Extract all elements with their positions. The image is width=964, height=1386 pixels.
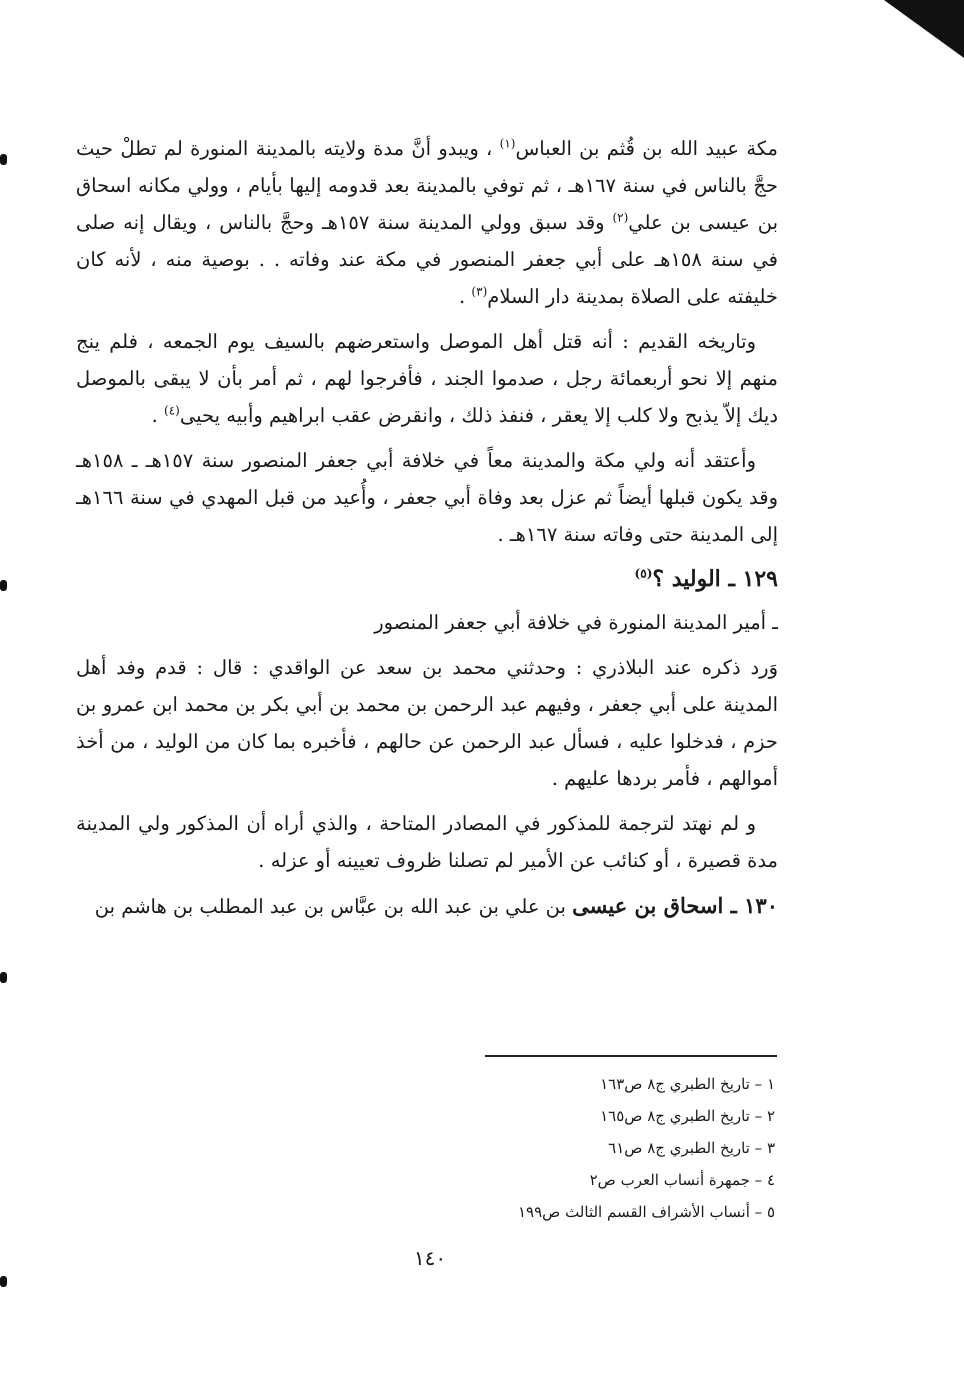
- binding-hole-mark: [0, 1276, 7, 1287]
- footnote-separator: [485, 1055, 777, 1057]
- text-run: .: [151, 404, 165, 427]
- footnotes: [480, 1068, 775, 1228]
- page-number: ١٤٠: [413, 1246, 447, 1270]
- paragraph-4: ـ أمير المدينة المنورة في خلافة أبي جعفر المنصور: [374, 611, 778, 634]
- footnote-ref-3[interactable]: (٣): [471, 284, 488, 299]
- footnote-4: ٤ – جمهرة أنساب العرب ص٢: [589, 1171, 775, 1189]
- text-run: وتاريخه القديم : أنه قتل أهل الموصل واستعرضهم بالسيف يوم الجمعه ، فلم ينج منهم إلا نحو أربعمائة رجل ، صدموا الجند ، فأفرجوا لهم ، ثم أمر بأن لا يبقى بالموصل ديك إلاّ يذبح ولا كلب إلا يعقر ، فنفذ ذلك ، وانقرض عقب ابراهيم وأبيه يحيى: [76, 330, 778, 427]
- footnote-ref-5[interactable]: (٥): [634, 566, 653, 581]
- entry-name: اسحاق بن عيسى: [572, 893, 724, 918]
- footnote-ref-2[interactable]: (٢): [612, 210, 629, 225]
- paragraph-6: و لم نهتد لترجمة للمذكور في المصادر المتاحة ، والذي أراه أن المذكور ولي المدينة مدة قصيرة ، أو كنائب عن الأمير لم تصلنا ظروف تعيينه أو عزله .: [76, 812, 778, 872]
- text-run: ، ويبدو أنَّ مدة ولايته بالمدينة المنورة لم تطلْ حيث حجَّ بالناس في سنة ١٦٧هـ ، ثم توفي بالمدينة بعد قدومه إليها بأيام ، وولي مكانه اسحاق بن عيسى بن علي: [76, 137, 778, 234]
- footnote-2: ٢ – تاريخ الطبري ج٨ ص١٦٥: [600, 1107, 775, 1125]
- entry-number: ١٣٠ ـ: [723, 893, 778, 918]
- text-run: وقد سبق وولي المدينة سنة ١٥٧هـ وحجَّ بالناس ، ويقال إنه صلى في سنة ١٥٨هـ على أبي جعفر المنصور في مكة عند وفاته . . بوصية منه ، لأنه كان خليفته على الصلاة بمدينة دار السلام: [76, 211, 778, 308]
- binding-hole-mark: [0, 154, 7, 165]
- footnote-ref-1[interactable]: (١): [499, 136, 516, 151]
- heading-text: ١٢٩ ـ الوليد ؟: [652, 566, 778, 592]
- text-run: بن علي بن عبد الله بن عبَّاس بن عبد المطلب بن هاشم بن: [94, 895, 573, 918]
- entry-heading-129: [76, 561, 778, 598]
- paragraph-3: وأعتقد أنه ولي مكة والمدينة معاً في خلافة أبي جعفر المنصور سنة ١٥٧هـ ـ ١٥٨هـ وقد يكون قبلها أيضاً ثم عزل بعد وفاة أبي جعفر ، وأُعيد من قبل المهدي في سنة ١٦٦هـ إلى المدينة حتى وفاته سنة ١٦٧هـ .: [76, 449, 778, 546]
- text-run: مكة عبيد الله بن قُثم بن العباس: [515, 137, 779, 160]
- binding-hole-mark: [0, 580, 7, 591]
- footnote-5: ٥ – أنساب الأشراف القسم الثالث ص١٩٩: [518, 1203, 775, 1221]
- footnote-1: ١ – تاريخ الطبري ج٨ ص١٦٣: [600, 1075, 775, 1093]
- footnote-ref-4[interactable]: (٤): [164, 403, 180, 418]
- paragraph-2: [76, 323, 778, 434]
- paragraph-1: [76, 130, 778, 315]
- entry-heading-130: [76, 887, 778, 925]
- page-body: [76, 130, 778, 925]
- footnote-3: ٣ – تاريخ الطبري ج٨ ص٦١: [608, 1139, 775, 1157]
- paragraph-5: وَرد ذكره عند البلاذري : وحدثني محمد بن سعد عن الواقدي : قال : قدم وفد أهل المدينة على أبي جعفر ، وفيهم عبد الرحمن بن محمد بن أبي بكر بن محمد ابن عمرو بن حزم ، فدخلوا عليه ، فسأل عبد الرحمن عن حالهم ، فأخبره بما كان من الوليد ، من أخذ أموالهم ، فأمر بردها عليهم .: [76, 656, 778, 790]
- binding-hole-mark: [0, 972, 7, 983]
- text-run: .: [459, 285, 472, 308]
- page-corner-mark: [884, 0, 964, 58]
